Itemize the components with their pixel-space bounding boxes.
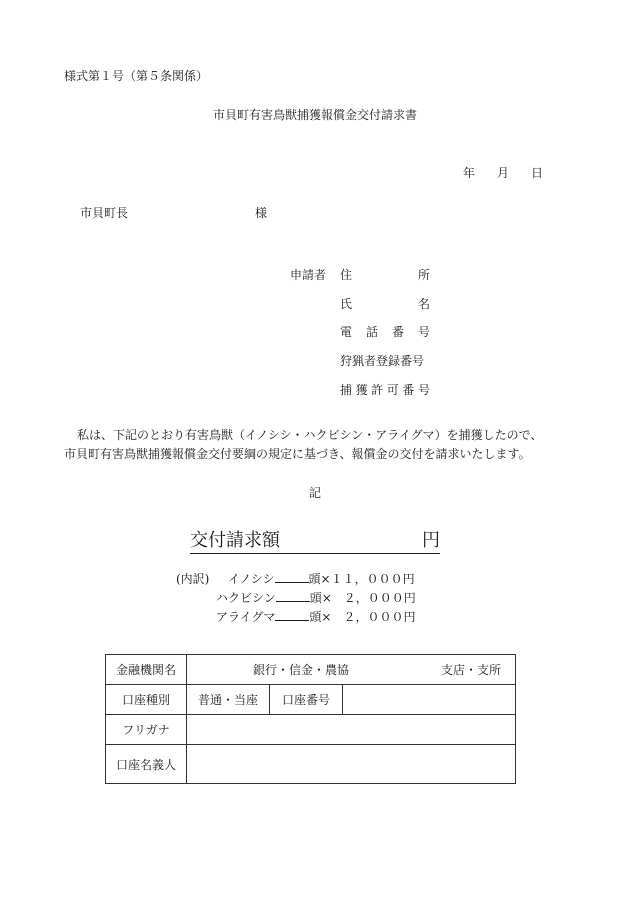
date-month: 月 xyxy=(497,166,510,180)
phone-label-char: 号 xyxy=(417,325,430,339)
request-amount-line xyxy=(190,526,440,554)
account-type-cell xyxy=(187,685,516,715)
institution-label: 金融機関名 xyxy=(106,655,187,685)
breakdown-row xyxy=(216,589,416,606)
breakdown-animal: ハクビシン xyxy=(216,591,276,605)
address-label xyxy=(340,266,430,283)
furigana-label: フリガナ xyxy=(106,715,187,745)
breakdown-animal: アライグマ xyxy=(216,610,276,624)
permit-label-char: 獲 xyxy=(355,383,368,397)
breakdown-row xyxy=(216,608,415,625)
account-type-label: 口座種別 xyxy=(106,685,187,715)
phone-label-char: 番 xyxy=(391,325,404,339)
name-label xyxy=(340,295,430,312)
hunter-registration-label xyxy=(340,352,430,369)
account-holder-blank xyxy=(187,745,516,784)
address-label-char: 住 xyxy=(340,268,353,282)
addressee-name: 市貝町長 xyxy=(80,206,129,220)
capture-permit-label xyxy=(340,381,430,398)
form-number: 様式第１号（第５条関係） xyxy=(64,69,209,83)
address-label-char: 所 xyxy=(417,268,430,282)
phone-label-char: 電 xyxy=(340,325,353,339)
phone-label-char: 話 xyxy=(365,325,378,339)
name-label-char: 名 xyxy=(417,297,430,311)
addressee-honorific: 様 xyxy=(255,206,268,220)
table-row xyxy=(106,655,516,685)
statement-line-1: 私は、下記のとおり有害鳥獣（イノシシ・ハクビシン・アライグマ）を捕獲したので、 xyxy=(77,428,543,442)
breakdown-row xyxy=(228,570,415,587)
ki-heading: 記 xyxy=(308,486,321,500)
permit-label-char: 捕 xyxy=(340,383,353,397)
phone-label xyxy=(340,323,430,340)
institution-cell xyxy=(187,655,516,685)
table-row xyxy=(106,745,516,784)
furigana-blank xyxy=(187,715,516,745)
applicant-label: 申請者 xyxy=(290,268,327,282)
breakdown-label: (内訳) xyxy=(176,572,210,586)
table-row xyxy=(106,715,516,745)
date-year: 年 xyxy=(463,166,476,180)
institution-types: 銀行・信金・農協 xyxy=(253,663,350,677)
account-type-options: 普通・当座 xyxy=(187,685,270,714)
date-line xyxy=(463,164,543,181)
permit-label-char: 許 xyxy=(371,383,384,397)
breakdown-rate: 頭× ２，０００円 xyxy=(309,591,416,605)
statement-line-2: 市貝町有害鳥獣捕獲報償金交付要綱の規定に基づき、報償金の交付を請求いたします。 xyxy=(64,447,531,461)
bank-account-table xyxy=(105,654,516,784)
permit-label-char: 号 xyxy=(417,383,430,397)
count-blank xyxy=(275,609,309,621)
count-blank xyxy=(276,590,310,602)
account-number-blank xyxy=(343,685,515,714)
branch-types: 支店・支所 xyxy=(440,663,501,677)
account-number-label: 口座番号 xyxy=(270,685,343,714)
hunter-registration-text: 狩猟者登録番号 xyxy=(340,354,425,368)
request-amount-unit: 円 xyxy=(422,530,440,551)
breakdown-animal: イノシシ xyxy=(228,572,275,586)
document-title: 市貝町有害鳥獣捕獲報償金交付請求書 xyxy=(212,108,417,122)
breakdown-rate: 頭×１１，０００円 xyxy=(308,572,415,586)
permit-label-char: 番 xyxy=(402,383,415,397)
count-blank xyxy=(275,571,309,583)
request-amount-label: 交付請求額 xyxy=(190,530,280,551)
date-day: 日 xyxy=(531,166,544,180)
table-row xyxy=(106,685,516,715)
name-label-char: 氏 xyxy=(340,297,353,311)
breakdown-rate: 頭× ２，０００円 xyxy=(309,610,416,624)
permit-label-char: 可 xyxy=(386,383,399,397)
request-statement xyxy=(64,426,542,464)
account-holder-label: 口座名義人 xyxy=(106,745,187,784)
